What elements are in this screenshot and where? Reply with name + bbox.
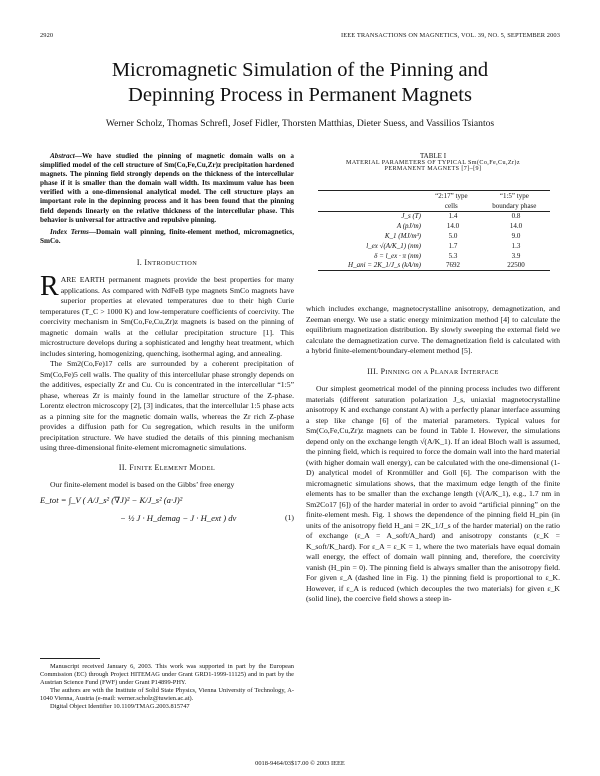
footnotes [40, 663, 294, 712]
footnote-rule [40, 658, 100, 659]
section-heading-fem: II. FINITE ELEMENT MODEL [118, 462, 216, 472]
table-row: A (pJ/m) 14.0 14.0 [396, 222, 523, 231]
title-line-2: Depinning Process in Permanent Magnets [128, 84, 472, 106]
table-row: K_1 (MJ/m³) 5.0 9.0 [384, 232, 521, 241]
table-col-header: “1:5” type [499, 191, 529, 200]
table-caption-line-2: PERMANENT MAGNETS [7]–[9] [384, 166, 482, 172]
index-terms-text: Domain wall pinning, finite-element method, micromagnetics, SmCo. [40, 227, 294, 245]
abstract-label: Abstract— [50, 152, 82, 160]
material-parameters-body [318, 212, 550, 271]
drop-cap: R [40, 271, 59, 303]
table-caption [306, 152, 560, 172]
pinning-paragraph: Our simplest geometrical model of the pinning process includes two different materials (different saturation polarization J_s, uniaxial magnetocrystalline anisotropy K and exchange constant A) with a perfectly planar interface assuming a step like change [6] of the material parameters. Typical values for Sm(Co,Fe,Cu,Zr)z magnets can be found in Table I. However, the simulations depend only on the exchange length √(A/K_1). If an ideal Bloch wall is assumed, the pinning field, which is required to force the domain wall into the hard material (with higher domain wall energy), can be calculated with the one-dimensional (1-D) analytical model of Kronmüller and Goll [6]. The comparison with the micromagnetic simulations shows, that the maximum edge length of the finite elements has to be smaller than the exchange length (√(A/K_1), e.g., 1.7 nm in Sm2Co17 [6]) of the harder material in order to avoid “artificial pinning” on the finite-element mesh. Fig. 1 shows the dependence of the pinning field H_pin (in units of the anisotropy field H_ani = 2K_1/J_s of the harder material) on the ratio of exchange (ε_A = A_soft/A_hard) and anisotropy constants (ε_K = K_soft/K_hard). For ε_A = ε_K = 1, where the two materials have equal domain wall energy, the effect of domain wall pinning and, therefore, the coercivity vanish (H_pin = 0). The pinning field is always smaller than the anisotropy field. For given ε_A (dashed line in Fig. 1) the pinning field is proportional to ε_K. However, if ε_A is reduced (which decouples the two materials) for given ε_K (solid line), the coercive field shows a steep in- [306, 384, 560, 603]
table-label: TABLE I [419, 152, 447, 160]
fem-paragraph: Our finite-element model is based on the Gibbs’ free energy [50, 480, 235, 490]
table-col-header: “2:17” type [435, 191, 468, 200]
table-caption-line-1: MATERIAL PARAMETERS OF TYPICAL Sm(Co,Fe,Cu,Zr)z [346, 160, 520, 166]
table-row: l_ex √(A/K_1) (nm) 1.7 1.3 [366, 241, 521, 250]
table-row: H_ani = 2K_1/J_s (kA/m) 7692 22500 [348, 261, 525, 270]
right-column [306, 304, 560, 605]
paper-title [40, 58, 560, 108]
footnote-affiliation: The authors are with the Institute of Solid State Physics, Vienna University of Technology, A-1040 Vienna, Austria (e-mail: werner.scholz@tuwien.ac.at). [40, 687, 294, 703]
equation-block [40, 493, 294, 533]
equation-line-1: E_tot = ∫_V ( A/J_s² (∇J)² − K/J_s² (a·J)² [40, 494, 183, 505]
material-parameters-table [318, 191, 550, 211]
abstract [40, 152, 294, 225]
section-heading-pinning: III. PINNING ON A PLANAR INTERFACE [367, 366, 499, 376]
table-header-row [318, 191, 550, 201]
intro-lead-caps: ARE EARTH [60, 275, 105, 285]
footnote-doi: Digital Object Identifier 10.1109/TMAG.2003.815747 [50, 703, 190, 711]
table-subheader-row [318, 201, 550, 211]
copyright-footer: 0018-9464/03$17.00 © 2003 IEEE [255, 760, 345, 767]
index-terms-label: Index Terms— [50, 227, 97, 236]
left-column [40, 152, 294, 533]
index-terms [40, 228, 294, 246]
table-row: J_s (T) 1.4 0.8 [401, 212, 521, 221]
equation-line-2: − ½ J · H_demag − J · H_ext ) dv [120, 512, 237, 523]
title-line-1: Micromagnetic Simulation of the Pinning and [111, 59, 489, 81]
table-col-subheader: boundary phase [492, 201, 537, 210]
section-heading-introduction: I. INTRODUCTION [136, 257, 198, 267]
table-1 [318, 190, 550, 271]
equation-number: (1) [285, 512, 294, 522]
abstract-text: We have studied the pinning of magnetic domain walls on a simplified model of the cell structure of Sm(Co,Fe,Cu,Zr)z precipitation hardened magnets. The pinning field strongly depends on the thickness of the intercellular phase if it is smaller than the domain wall width. Its maximum value has been verified with a one-dimensional analytical model. The cell structure plays an important role in the depinning process and it has been found that the pinning field depends linearly on the relative thickness of the intercellular phase. This behavior is universal for attractive and repulsive pinning. [40, 152, 294, 224]
author-list: Werner Scholz, Thomas Schrefl, Josef Fidler, Thorsten Matthias, Dieter Suess, and Vassilios Tsiantos [105, 118, 495, 129]
intro-paragraph-1: RARE EARTH permanent magnets provide the best properties for many applications. As compared with NdFeB type magnets SmCo magnets have superior properties at elevated temperatures due to their high Curie temperatures (T_C > 1000 K) and low-temperature coefficients of coercivity. The coercivity mechanism in Sm(Co,Fe,Cu,Zr)z magnets is based on the pinning of magnetic domain walls at the cellular precipitation structure [1]. This microstructure develops during a sophisticated and lengthy heat treatment, which includes sintering, homogenizing, quenching, isothermal aging, and annealing. [40, 271, 295, 358]
table-row: δ = l_ex · π (nm) 5.3 3.9 [374, 251, 521, 260]
table-col-subheader: cells [444, 201, 458, 210]
footnote-received: Manuscript received January 6, 2003. This work was supported in part by the European Commission (EC) through Project HITEMAG under Grant GRD1-1999-11125) and in part by the Austrian Science Fund (FWF) under Grant P14899-PHY. [40, 663, 294, 687]
energy-paragraph: which includes exchange, magnetocrystalline anisotropy, demagnetization, and Zeeman energy. We use a static energy minimization method [4] to calculate the equilibrium magnetization distribution. By slowly sweeping the external field we calculate the demagnetization curve. The demagnetization field is calculated with a hybrid finite-element/boundary-element method [5]. [306, 304, 560, 355]
intro-paragraph-2: The Sm2(Co,Fe)17 cells are surrounded by a coherent precipitation of Sm(Co,Fe)5 cell walls. The quality of this intercellular phase strongly depends on the additives, especially Zr and Cu. Cu is concentrated in the intercellular “1:5” phase, whereas Zr is mainly found in the lamellar structure of the Z-phase. Lorentz electron microscopy [2], [3] indicates, that the intercellular 1:5 phase acts as a pinning site for the magnetic domain walls, whereas the Zr rich Z-phase provides a diffusion path for Cu segregation, which results in the uniform precipitation structure. We have studied the details of this pinning mechanism using three-dimensional finite-element micromagnetic simulations. [40, 359, 294, 453]
journal-header: IEEE TRANSACTIONS ON MAGNETICS, VOL. 39, NO. 5, SEPTEMBER 2003 [341, 32, 560, 39]
page-number: 2920 [40, 32, 54, 39]
